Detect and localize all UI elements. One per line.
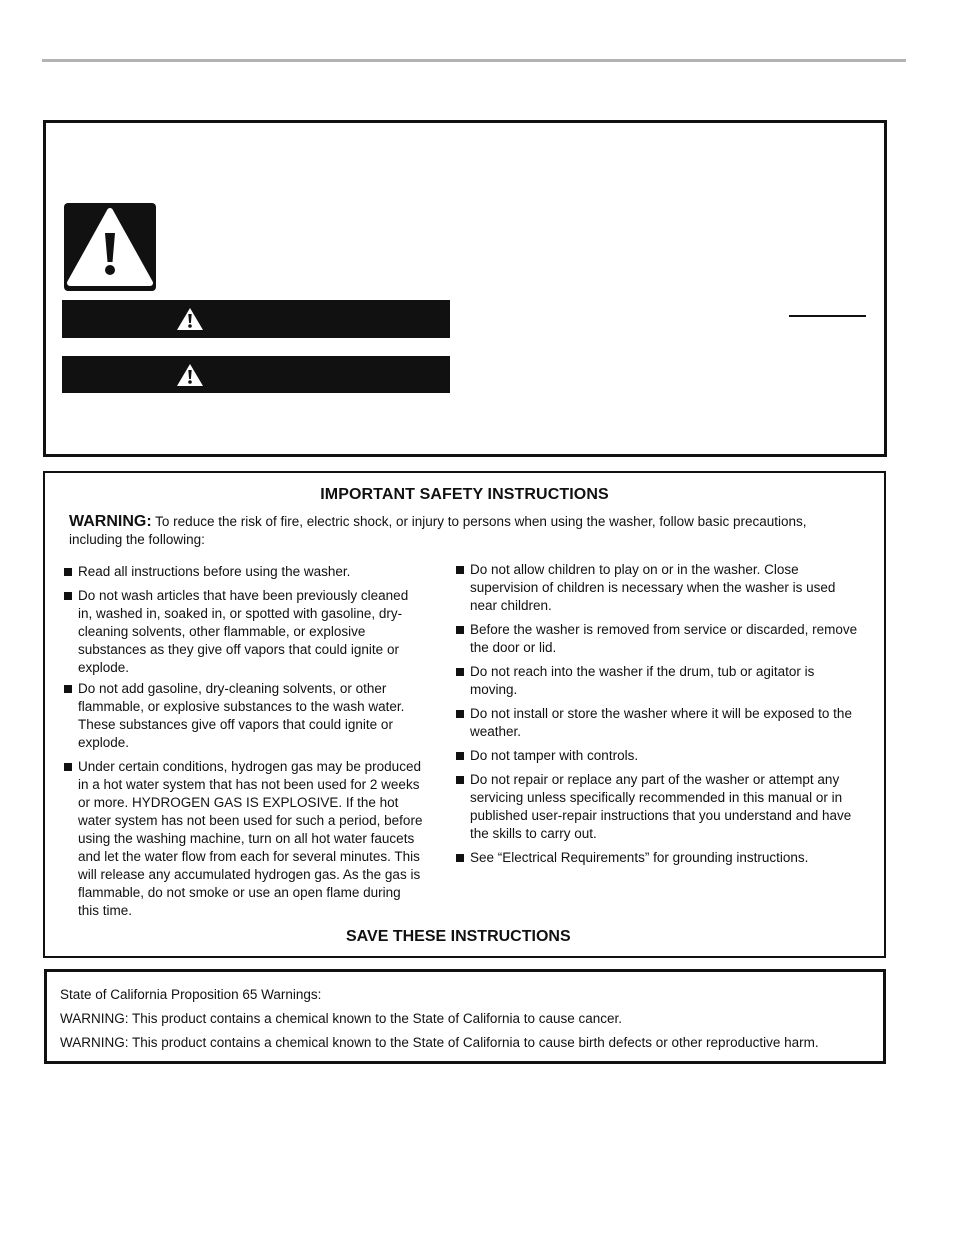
prop65-heading: State of California Proposition 65 Warnings: (60, 987, 322, 1002)
bullet-square-icon (456, 566, 464, 574)
list-item: Do not repair or replace any part of the washer or attempt any servicing unless specifically recommended in this manual or in published user-repair instructions that you understand and have the skills to carry out. (455, 771, 860, 843)
warning-triangle-icon (176, 363, 204, 387)
list-item: Do not wash articles that have been previously cleaned in, washed in, soaked in, or spotted with gasoline, dry-cleaning solvents, other flammable, or explosive substances as they give off vapors that could ignite or explode. (63, 587, 425, 677)
prop65-cancer-warning: WARNING: This product contains a chemical known to the State of California to cause cancer. (60, 1011, 623, 1026)
prop65-reproductive-warning: WARNING: This product contains a chemical known to the State of California to cause birth defects or other reproductive harm. (60, 1035, 819, 1050)
save-instructions-heading: SAVE THESE INSTRUCTIONS (346, 928, 571, 945)
list-item: Do not add gasoline, dry-cleaning solvents, or other flammable, or explosive substances to the wash water. These substances give off vapors that could ignite or explode. (63, 680, 425, 752)
list-item: Do not allow children to play on or in the washer. Close supervision of children is necessary when the washer is used near children. (455, 561, 860, 615)
bullet-square-icon (64, 592, 72, 600)
list-item: Before the washer is removed from service or discarded, remove the door or lid. (455, 621, 860, 657)
bullet-square-icon (456, 626, 464, 634)
warning-triangle-icon (64, 203, 156, 291)
bullet-square-icon (64, 763, 72, 771)
bullet-square-icon (64, 685, 72, 693)
bullet-square-icon (456, 752, 464, 760)
right-column (455, 561, 860, 873)
bullet-square-icon (456, 668, 464, 676)
left-column (63, 563, 425, 920)
underline-mark (789, 315, 866, 317)
list-item: Under certain conditions, hydrogen gas may be produced in a hot water system that has not been used for 2 weeks or more. HYDROGEN GAS IS EXPLOSIVE. If the hot water system has not been used for such a period, before using the washing machine, turn on all hot water faucets and let the water flow from each for several minutes. This will release any accumulated hydrogen gas. As the gas is flammable, do not smoke or use an open flame during this time. (63, 758, 425, 920)
section-title: IMPORTANT SAFETY INSTRUCTIONS (320, 486, 609, 503)
danger-banner (62, 300, 450, 338)
proposition-65-box (44, 969, 886, 1064)
list-item: Do not tamper with controls. (455, 747, 860, 765)
warning-label: WARNING: (69, 513, 152, 530)
list-item: Do not reach into the washer if the drum, tub or agitator is moving. (455, 663, 860, 699)
bullet-square-icon (456, 710, 464, 718)
list-item: Do not install or store the washer where it will be exposed to the weather. (455, 705, 860, 741)
bullet-square-icon (456, 776, 464, 784)
list-item: Read all instructions before using the washer. (63, 563, 425, 581)
warning-banner (62, 356, 450, 393)
warning-text: To reduce the risk of fire, electric shock, or injury to persons when using the washer, follow basic precautions, including the following: (69, 514, 807, 547)
important-safety-instructions-box (43, 471, 886, 958)
safety-message-box (43, 120, 887, 457)
top-rule (42, 59, 906, 62)
warning-intro (69, 513, 859, 549)
list-item: See “Electrical Requirements” for grounding instructions. (455, 849, 860, 867)
warning-triangle-icon (176, 307, 204, 331)
bullet-square-icon (64, 568, 72, 576)
bullet-square-icon (456, 854, 464, 862)
